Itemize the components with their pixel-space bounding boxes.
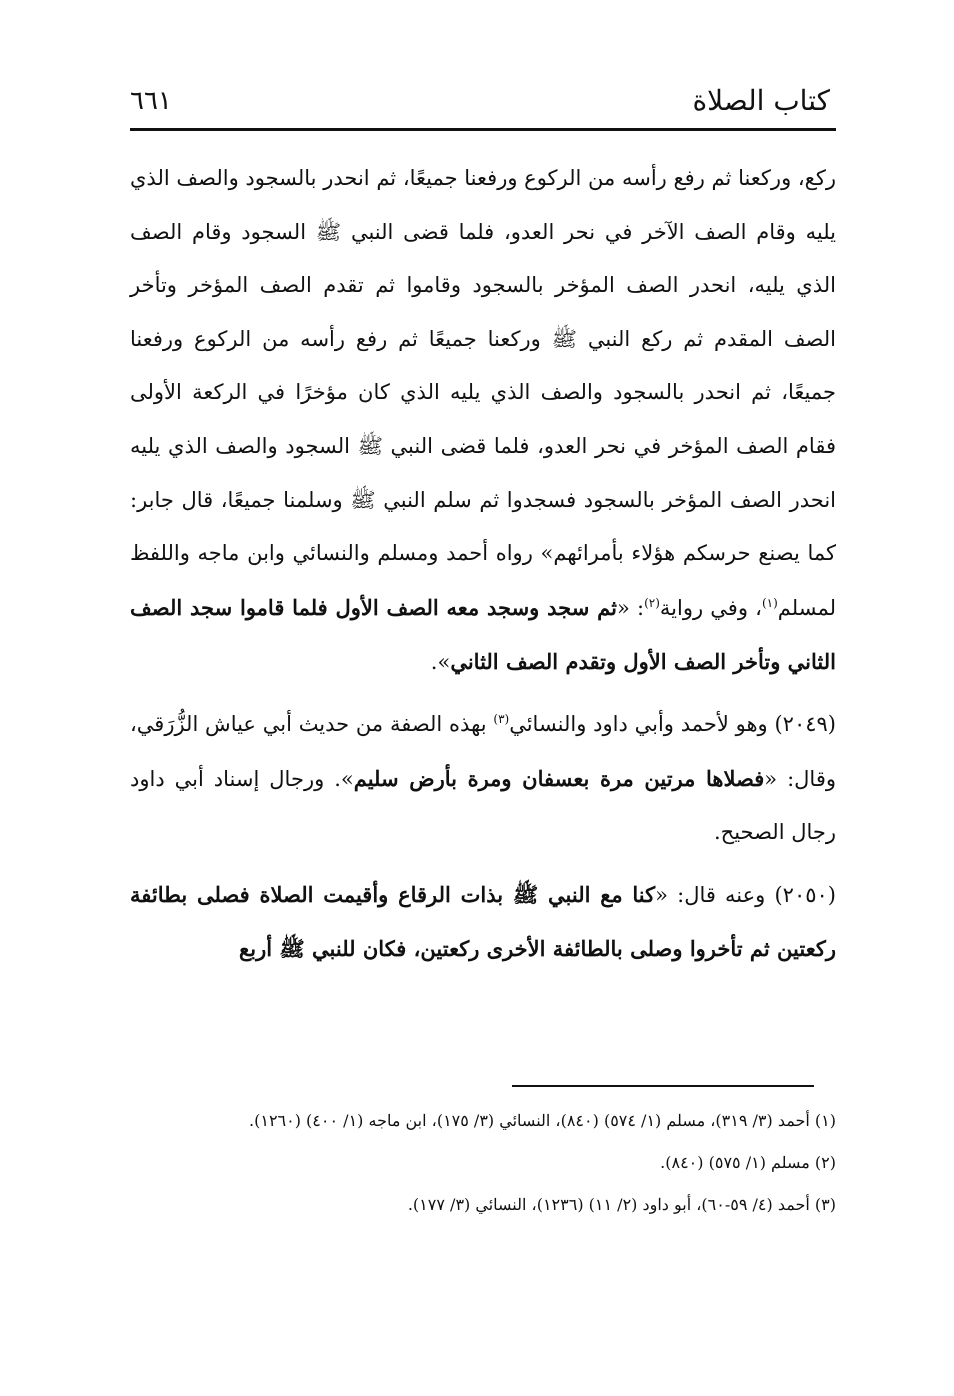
paragraph-hadith-2050 (130, 868, 836, 977)
hadith-number: (٢٠٤٩) (774, 711, 836, 736)
text-segment: وعنه قال: « (655, 882, 775, 907)
bold-quote: كنا مع النبي ﷺ بذات الرقاع وأقيمت الصلاة فصلى بطائفة ركعتين ثم تأخروا وصلى بالطائفة الأخرى ركعتين، فكان للنبي ﷺ أربع (130, 881, 836, 962)
text-segment: : « (616, 595, 645, 620)
text-segment: ركع، وركعنا ثم رفع رأسه من الركوع ورفعنا جميعًا، ثم انحدر بالسجود والصف الذي يليه وقام الصف الآخر في نحر العدو، فلما قضى النبي ﷺ السجود وقام الصف الذي يليه، انحدر الصف المؤخر بالسجود وقاموا ثم تقدم الصف المؤخر وتأخر الصف المقدم ثم ركع النبي ﷺ وركعنا جميعًا ثم رفع رأسه من الركوع ورفعنا جميعًا، ثم انحدر بالسجود والصف الذي يليه الذي كان مؤخرًا في الركعة الأولى فقام الصف المؤخر في نحر العدو، فلما قضى النبي ﷺ السجود والصف الذي يليه انحدر الصف المؤخر بالسجود فسجدوا ثم سلم النبي ﷺ وسلمنا جميعًا، قال جابر: كما يصنع حرسكم هؤلاء بأمرائهم» رواه أحمد ومسلم والنسائي وابن ماجه واللفظ لمسلم (130, 166, 837, 620)
header-rule (130, 128, 836, 131)
text-segment: ، وفي رواية (659, 595, 762, 620)
text-segment: ». (430, 650, 451, 675)
running-title: كتاب الصلاة (692, 84, 830, 117)
footnote-ref-2: (٢) (644, 595, 660, 610)
bold-quote: فصلاها مرتين مرة بعسفان ومرة بأرض سليم (353, 765, 765, 791)
paragraph-hadith-2049 (130, 698, 836, 860)
footnote-1: (١) أحمد (٣/ ٣١٩)، مسلم (١/ ٥٧٤) (٨٤٠)، النسائي (٣/ ١٧٥)، ابن ماجه (١/ ٤٠٠) (١٢٦٠). (249, 1111, 836, 1130)
footnote-ref-3: (٣) (493, 711, 510, 726)
text-segment: وهو لأحمد وأبي داود والنسائي (509, 711, 775, 736)
bold-quote: ثم سجد وسجد معه الصف الأول فلما قاموا سجد الصف الثاني وتأخر الصف الأول وتقدم الصف الثاني (130, 594, 836, 675)
page-number: ٦٦١ (130, 86, 172, 116)
paragraph-hadith-continuation (130, 152, 836, 690)
text-segment: ». ورجال إسناد أبي داود رجال الصحيح. (130, 766, 836, 845)
footnotes (130, 1100, 836, 1226)
body-text (130, 152, 836, 977)
text-segment: بهذه الصفة من حديث أبي عياش الزُّرَقي، وقال: « (130, 711, 836, 791)
footnote-2: (٢) مسلم (١/ ٥٧٥) (٨٤٠). (660, 1153, 836, 1172)
page-header (130, 82, 836, 130)
hadith-number: (٢٠٥٠) (774, 882, 836, 907)
footnote-rule (512, 1085, 814, 1087)
footnote-3: (٣) أحمد (٤/ ٥٩-٦٠)، أبو داود (٢/ ١١) (١٢٣٦)، النسائي (٣/ ١٧٧). (407, 1195, 836, 1214)
footnote-ref-1: (١) (761, 595, 778, 610)
